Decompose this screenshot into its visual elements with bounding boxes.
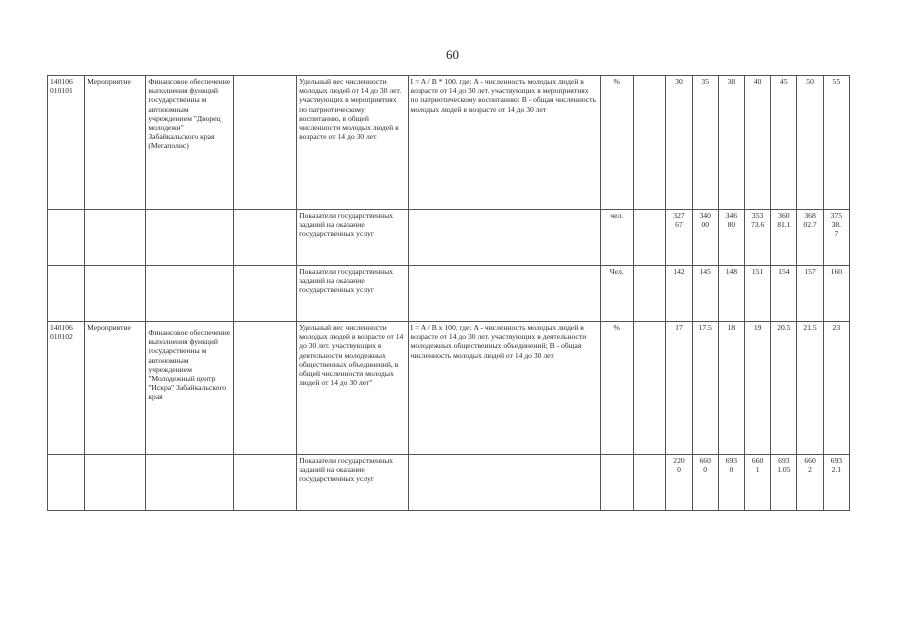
year-value: 375 38. 7 (823, 210, 849, 266)
calculation-formula (408, 455, 600, 511)
calculation-formula: I = A / B x 100. где: A - численность молодых людей в возрасте от 14 до 30 лет. участвующих в деятельности молодежных общественных объединений; B - общая численность молодых людей от 14 до 30 лет (408, 322, 600, 455)
year-value: 157 (797, 266, 823, 322)
item-description (146, 455, 233, 511)
year-value: 368 02.7 (797, 210, 823, 266)
year-value: 346 80 (718, 210, 744, 266)
item-kind: Мероприятие (85, 76, 146, 210)
item-description: Финансовое обеспечение выполнения функций государственны м автономным учреждением "Дворец молодежи" Забайкальского края (Мегаполис) (146, 76, 233, 210)
indicators-table (47, 75, 850, 511)
unit-of-measure: % (600, 76, 633, 210)
year-value: 145 (692, 266, 718, 322)
year-value: 154 (771, 266, 797, 322)
year-value: 55 (823, 76, 849, 210)
year-value: 142 (666, 266, 692, 322)
year-value: 693 0 (718, 455, 744, 511)
year-value: 21.5 (797, 322, 823, 455)
item-kind (85, 266, 146, 322)
page-number: 60 (446, 47, 459, 62)
unit-of-measure: чел. (600, 210, 633, 266)
item-kind: Мероприятие (85, 322, 146, 455)
unit-of-measure (600, 455, 633, 511)
year-value: 30 (666, 76, 692, 210)
year-value: 693 1.05 (771, 455, 797, 511)
blank-cell (233, 266, 296, 322)
year-value: 35 (692, 76, 718, 210)
year-value: 17 (666, 322, 692, 455)
program-code (48, 455, 85, 511)
year-value: 340 00 (692, 210, 718, 266)
year-value: 660 1 (745, 455, 771, 511)
indicator-name: Показатели государственных заданий на оказание государственных услуг (297, 455, 408, 511)
year-value: 353 73.6 (745, 210, 771, 266)
blank-cell (233, 455, 296, 511)
year-value: 38 (718, 76, 744, 210)
year-value: 40 (745, 76, 771, 210)
indicator-name: Удельный вес численности молодых людей в возрасте от 14 до 30 лет. участвующих в деятельности молодежных общественных объединений, в общей численности молодых людей от 14 до 30 лет" (297, 322, 408, 455)
table-row (48, 455, 850, 511)
item-kind (85, 210, 146, 266)
year-value: 18 (718, 322, 744, 455)
blank-cell (233, 322, 296, 455)
unit-of-measure: % (600, 322, 633, 455)
calculation-formula (408, 266, 600, 322)
table-row (48, 266, 850, 322)
year-value: 660 2 (797, 455, 823, 511)
item-kind (85, 455, 146, 511)
year-value: 20.5 (771, 322, 797, 455)
indicator-name: Показатели государственных заданий на оказание государственных услуг (297, 210, 408, 266)
item-description (146, 210, 233, 266)
calculation-formula: I = A / B * 100. где: A - численность молодых людей в возрасте от 14 до 30 лет. участвующих в мероприятиях по патриотическому воспитанию: B - общая численность молодых людей в возрасте от 14 до 30 лет (408, 76, 600, 210)
blank-cell (233, 76, 296, 210)
program-code (48, 210, 85, 266)
program-code: 140106 010102 (48, 322, 85, 455)
year-value: 45 (771, 76, 797, 210)
blank-cell (233, 210, 296, 266)
base-value (633, 210, 666, 266)
table-row (48, 210, 850, 266)
year-value: 151 (745, 266, 771, 322)
program-code (48, 266, 85, 322)
indicator-name: Удельный вес численности молодых людей от 14 до 30 лет. участвующих в мероприятиях по патриотическому воспитанию, в общей численности молодых людей в возрасте от 14 до 30 лет (297, 76, 408, 210)
year-value: 693 2.1 (823, 455, 849, 511)
table-row (48, 322, 850, 455)
program-code: 140106 010101 (48, 76, 85, 210)
base-value (633, 322, 666, 455)
item-description: Финансовое обеспечение выполнения функций государственны м автономным учреждением "Молодежный центр "Искра" Забайкальского края (146, 322, 233, 455)
year-value: 360 81.1 (771, 210, 797, 266)
base-value (633, 455, 666, 511)
year-value: 327 67 (666, 210, 692, 266)
base-value (633, 266, 666, 322)
calculation-formula (408, 210, 600, 266)
table-row (48, 76, 850, 210)
year-value: 50 (797, 76, 823, 210)
year-value: 220 0 (666, 455, 692, 511)
year-value: 17.5 (692, 322, 718, 455)
base-value (633, 76, 666, 210)
unit-of-measure: Чел. (600, 266, 633, 322)
year-value: 23 (823, 322, 849, 455)
indicator-name: Показатели государственных заданий на оказание государственных услуг (297, 266, 408, 322)
item-description (146, 266, 233, 322)
year-value: 19 (745, 322, 771, 455)
year-value: 660 0 (692, 455, 718, 511)
year-value: 148 (718, 266, 744, 322)
year-value: 160 (823, 266, 849, 322)
